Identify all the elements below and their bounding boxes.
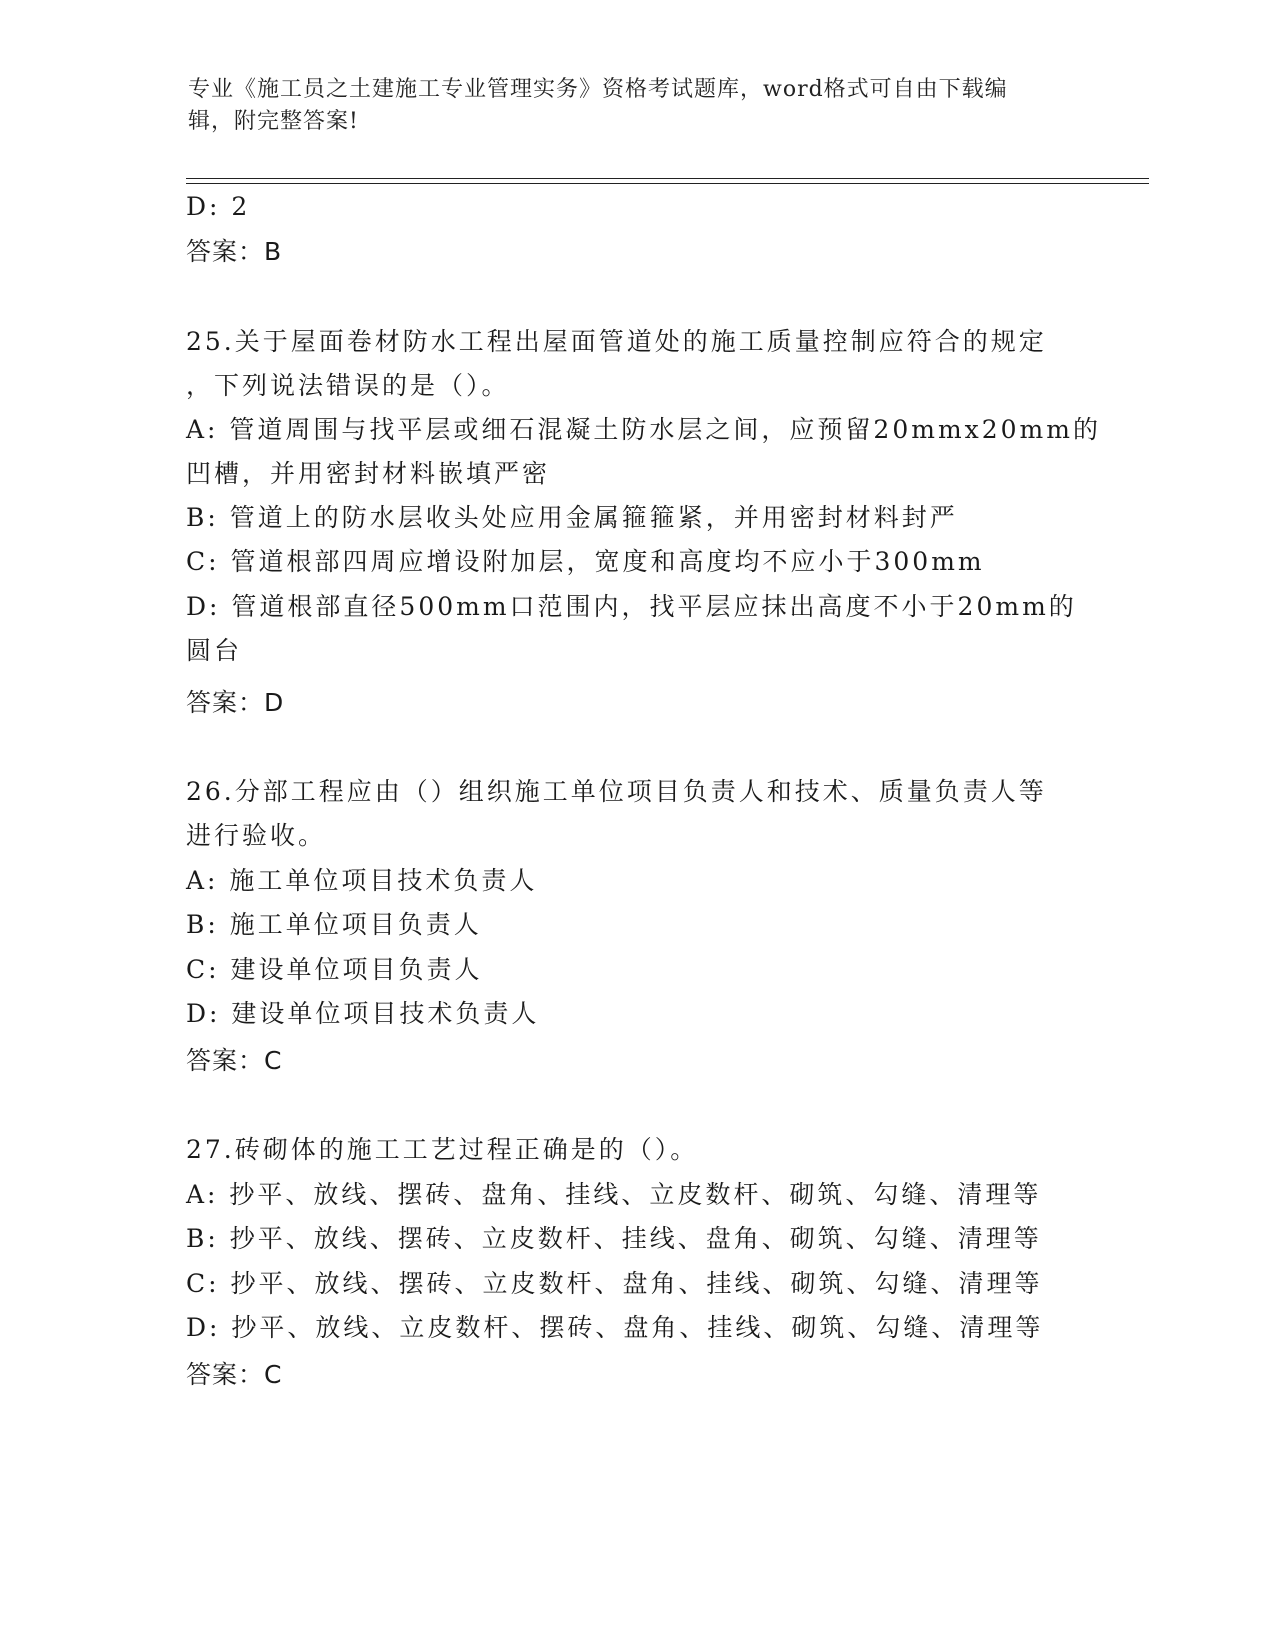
q26-stem-line-1: 26.分部工程应由（）组织施工单位项目负责人和技术、质量负责人等	[186, 777, 1047, 806]
document-header	[188, 74, 1088, 138]
q25-option-a-line-2: 凹槽，并用密封材料嵌填严密	[186, 459, 551, 488]
q26-option-a: A: 施工单位项目技术负责人	[186, 866, 538, 895]
q26-option-c: C: 建设单位项目负责人	[186, 955, 483, 984]
q25-answer: 答案：D	[186, 688, 285, 717]
q27-answer: 答案：C	[186, 1360, 283, 1389]
q25-option-d-line-2: 圆台	[186, 636, 243, 665]
q25-option-a-line-1: A: 管道周围与找平层或细石混凝土防水层之间，应预留20mmx20mm的	[186, 415, 1101, 444]
prev-answer: 答案：B	[186, 237, 283, 266]
q27-option-a: A: 抄平、放线、摆砖、盘角、挂线、立皮数杆、砌筑、勾缝、清理等	[186, 1180, 1042, 1209]
header-divider-bottom	[186, 183, 1149, 184]
q26-answer: 答案：C	[186, 1046, 283, 1075]
q25-option-b: B: 管道上的防水层收头处应用金属箍箍紧，并用密封材料封严	[186, 503, 958, 532]
header-line-2: 辑，附完整答案!	[188, 109, 359, 134]
q26-option-b: B: 施工单位项目负责人	[186, 910, 482, 939]
q27-stem-line-1: 27.砖砌体的施工工艺过程正确是的（）。	[186, 1135, 699, 1164]
q27-option-d: D: 抄平、放线、立皮数杆、摆砖、盘角、挂线、砌筑、勾缝、清理等	[186, 1313, 1044, 1342]
q27-option-c: C: 抄平、放线、摆砖、立皮数杆、盘角、挂线、砌筑、勾缝、清理等	[186, 1269, 1043, 1298]
header-divider-top	[186, 178, 1149, 179]
q26-option-d: D: 建设单位项目技术负责人	[186, 999, 540, 1028]
q25-stem-line-2: ，下列说法错误的是（）。	[186, 371, 510, 400]
q25-stem-line-1: 25.关于屋面卷材防水工程出屋面管道处的施工质量控制应符合的规定	[186, 327, 1047, 356]
header-line-1: 专业《施工员之土建施工专业管理实务》资格考试题库，word格式可自由下载编	[188, 77, 1008, 102]
q27-option-b: B: 抄平、放线、摆砖、立皮数杆、挂线、盘角、砌筑、勾缝、清理等	[186, 1224, 1042, 1253]
q26-stem-line-2: 进行验收。	[186, 821, 327, 850]
prev-option-d: D: 2	[186, 192, 251, 221]
q25-option-c: C: 管道根部四周应增设附加层，宽度和高度均不应小于300mm	[186, 547, 985, 576]
q25-option-d-line-1: D: 管道根部直径500mm口范围内，找平层应抹出高度不小于20mm的	[186, 592, 1077, 621]
